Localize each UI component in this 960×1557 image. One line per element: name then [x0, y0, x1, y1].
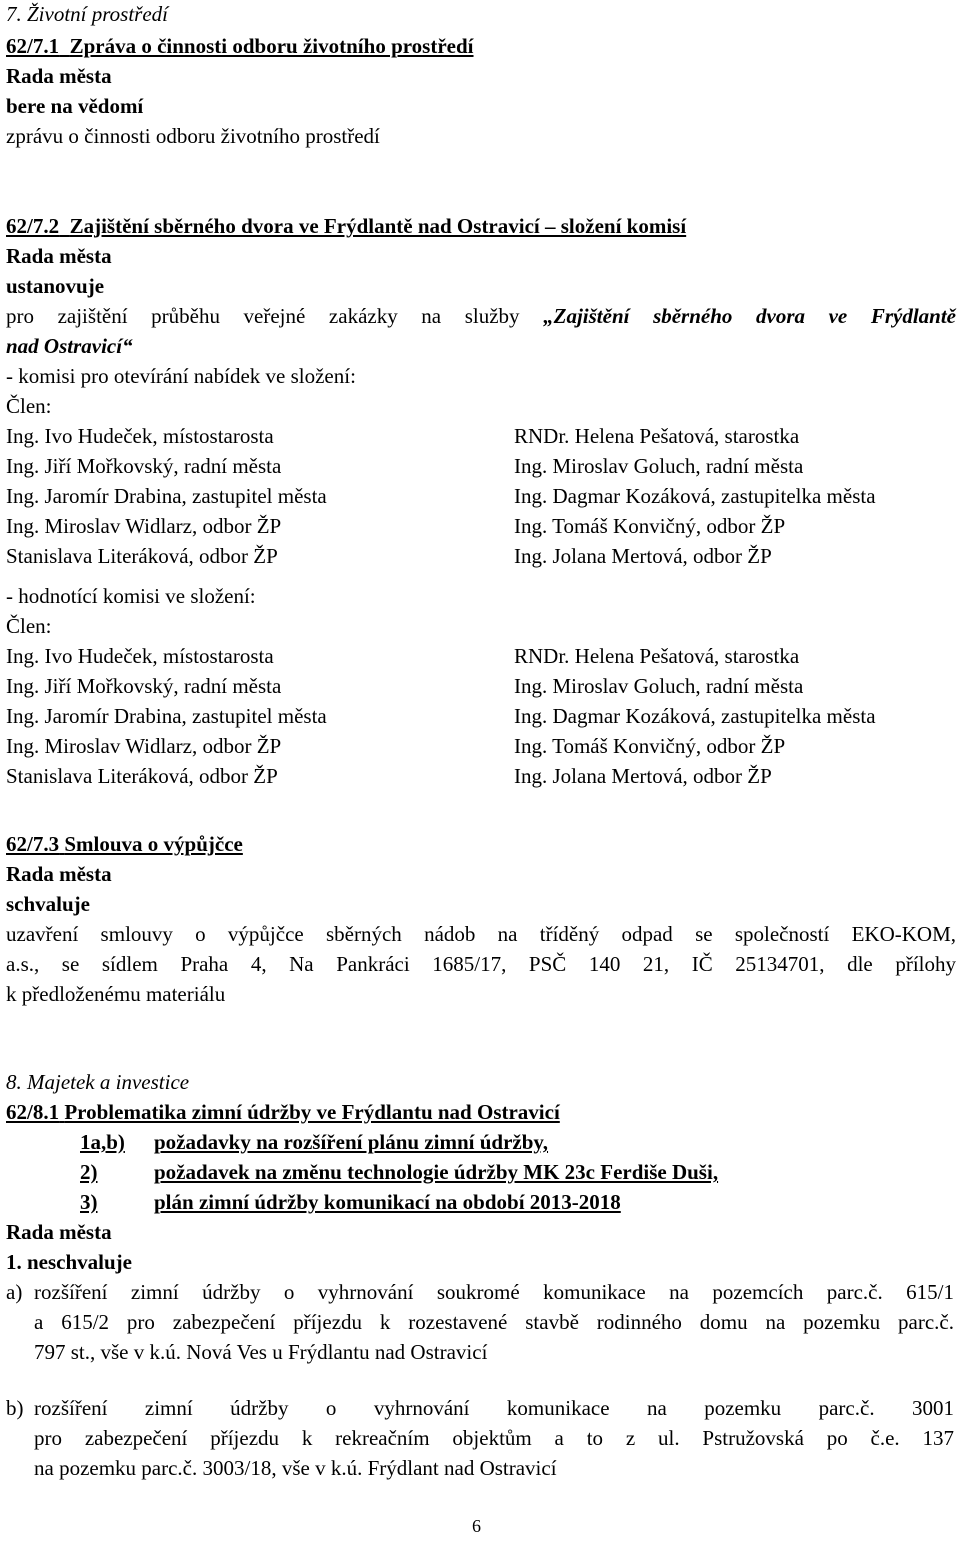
point-a-label: a) — [6, 1280, 23, 1304]
commission-1-label: - komisi pro otevírání nabídek ve složení: — [6, 364, 356, 388]
commission-1-member-left: Ing. Ivo Hudeček, místostarosta — [6, 424, 274, 448]
member-label-2: Člen: — [6, 614, 52, 638]
commission-1-member-left: Ing. Jiří Mořkovský, radní města — [6, 454, 282, 478]
commission-1-member-left: Ing. Miroslav Widlarz, odbor ŽP — [6, 514, 282, 538]
commission-2-member-right: Ing. Miroslav Goluch, radní města — [514, 674, 804, 698]
item-7-1-number: 62/7.1 — [6, 34, 60, 58]
commission-1-member-left: Ing. Jaromír Drabina, zastupitel města — [6, 484, 327, 508]
item-8-1-title-text: Problematika zimní údržby ve Frýdlantu nad Ostravicí — [64, 1100, 560, 1124]
point-b-line: na pozemku parc.č. 3003/18, vše v k.ú. Frýdlant nad Ostravicí — [34, 1456, 557, 1480]
point-a-line: 797 st., vše v k.ú. Nová Ves u Frýdlantu nad Ostravicí — [34, 1340, 488, 1364]
commission-2-member-right: Ing. Jolana Mertová, odbor ŽP — [514, 764, 772, 788]
item-7-3-title — [6, 830, 243, 858]
commission-2-member-left: Ing. Jiří Mořkovský, radní města — [6, 674, 282, 698]
sub-item-text: požadavky na rozšíření plánu zimní údržby, — [154, 1130, 549, 1154]
member-label-1: Člen: — [6, 394, 52, 418]
commission-2-member-left: Ing. Jaromír Drabina, zastupitel města — [6, 704, 327, 728]
sub-item-text: plán zimní údržby komunikací na období 2013-2018 — [154, 1190, 621, 1214]
item-8-1-title — [6, 1098, 560, 1126]
item-7-3-number: 62/7.3 — [6, 832, 60, 856]
item-7-3-council: Rada města — [6, 862, 112, 886]
commission-1-member-right: Ing. Tomáš Konvičný, odbor ŽP — [514, 514, 786, 538]
item-7-2-title — [6, 212, 686, 240]
item-7-3-text-line: k předloženému materiálu — [6, 982, 226, 1006]
item-7-2-title-text: Zajištění sběrného dvora ve Frýdlantě nad Ostravicí – složení komisí — [69, 214, 687, 238]
point-a-line: rozšíření zimní údržby o vyhrnování soukromé komunikace na pozemcích parc.č. 615/1 — [34, 1280, 954, 1304]
sub-item-text: požadavek na změnu technologie údržby MK 23c Ferdiše Duši, — [154, 1160, 719, 1184]
commission-1-member-left: Stanislava Literáková, odbor ŽP — [6, 544, 278, 568]
sub-item-number: 2) — [80, 1160, 98, 1184]
item-7-1-verb: bere na vědomí — [6, 94, 144, 118]
sub-item-number: 3) — [80, 1190, 98, 1214]
point-b-line: pro zabezpečení příjezdu k rekreačním objektům a to z ul. Pstružovská po č.e. 137 — [34, 1426, 954, 1450]
point-b-line: rozšíření zimní údržby o vyhrnování komunikace na pozemku parc.č. 3001 — [34, 1396, 954, 1420]
commission-2-member-left: Ing. Miroslav Widlarz, odbor ŽP — [6, 734, 282, 758]
item-7-3-text-line: uzavření smlouvy o výpůjčce sběrných nádob na tříděný odpad se společností EKO-KOM, — [6, 922, 956, 946]
point-b-label: b) — [6, 1396, 24, 1420]
item-7-3-verb: schvaluje — [6, 892, 90, 916]
item-7-1-text: zprávu o činnosti odboru životního prostředí — [6, 124, 380, 148]
intro-italic-1: „Zajištění sběrného dvora ve Frýdlantě — [543, 304, 956, 328]
item-7-1-title — [6, 32, 474, 60]
page-number: 6 — [472, 1516, 481, 1536]
item-7-3-text-line: a.s., se sídlem Praha 4, Na Pankráci 1685/17, PSČ 140 21, IČ 25134701, dle přílohy — [6, 952, 956, 976]
item-7-2-intro — [6, 302, 956, 330]
commission-1-member-right: Ing. Jolana Mertová, odbor ŽP — [514, 544, 772, 568]
section-heading-8: 8. Majetek a investice — [6, 1070, 190, 1094]
item-7-2-verb: ustanovuje — [6, 274, 105, 298]
item-7-1-council: Rada města — [6, 64, 112, 88]
item-7-2-council: Rada města — [6, 244, 112, 268]
commission-2-member-left: Stanislava Literáková, odbor ŽP — [6, 764, 278, 788]
commission-2-label: - hodnotící komisi ve složení: — [6, 584, 256, 608]
commission-1-member-right: Ing. Dagmar Kozáková, zastupitelka města — [514, 484, 876, 508]
item-8-1-verb: 1. neschvaluje — [6, 1250, 132, 1274]
intro-italic-2: nad Ostravicí“ — [6, 334, 133, 358]
section-heading-7: 7. Životní prostředí — [6, 2, 168, 26]
item-7-2-number: 62/7.2 — [6, 214, 60, 238]
item-7-3-title-text: Smlouva o výpůjčce — [64, 832, 243, 856]
commission-2-member-left: Ing. Ivo Hudeček, místostarosta — [6, 644, 274, 668]
point-a-line: a 615/2 pro zabezpečení příjezdu k rozestavené stavbě rodinného domu na pozemku parc.č. — [34, 1310, 954, 1334]
item-7-1-title-text: Zpráva o činnosti odboru životního prostředí — [69, 34, 474, 58]
sub-item-number: 1a,b) — [80, 1130, 125, 1154]
commission-2-member-right: Ing. Tomáš Konvičný, odbor ŽP — [514, 734, 786, 758]
item-8-1-council: Rada města — [6, 1220, 112, 1244]
commission-1-member-right: Ing. Miroslav Goluch, radní města — [514, 454, 804, 478]
commission-2-member-right: RNDr. Helena Pešatová, starostka — [514, 644, 800, 668]
commission-1-member-right: RNDr. Helena Pešatová, starostka — [514, 424, 800, 448]
commission-2-member-right: Ing. Dagmar Kozáková, zastupitelka města — [514, 704, 876, 728]
intro-plain: pro zajištění průběhu veřejné zakázky na služby — [6, 304, 544, 328]
item-8-1-number: 62/8.1 — [6, 1100, 60, 1124]
